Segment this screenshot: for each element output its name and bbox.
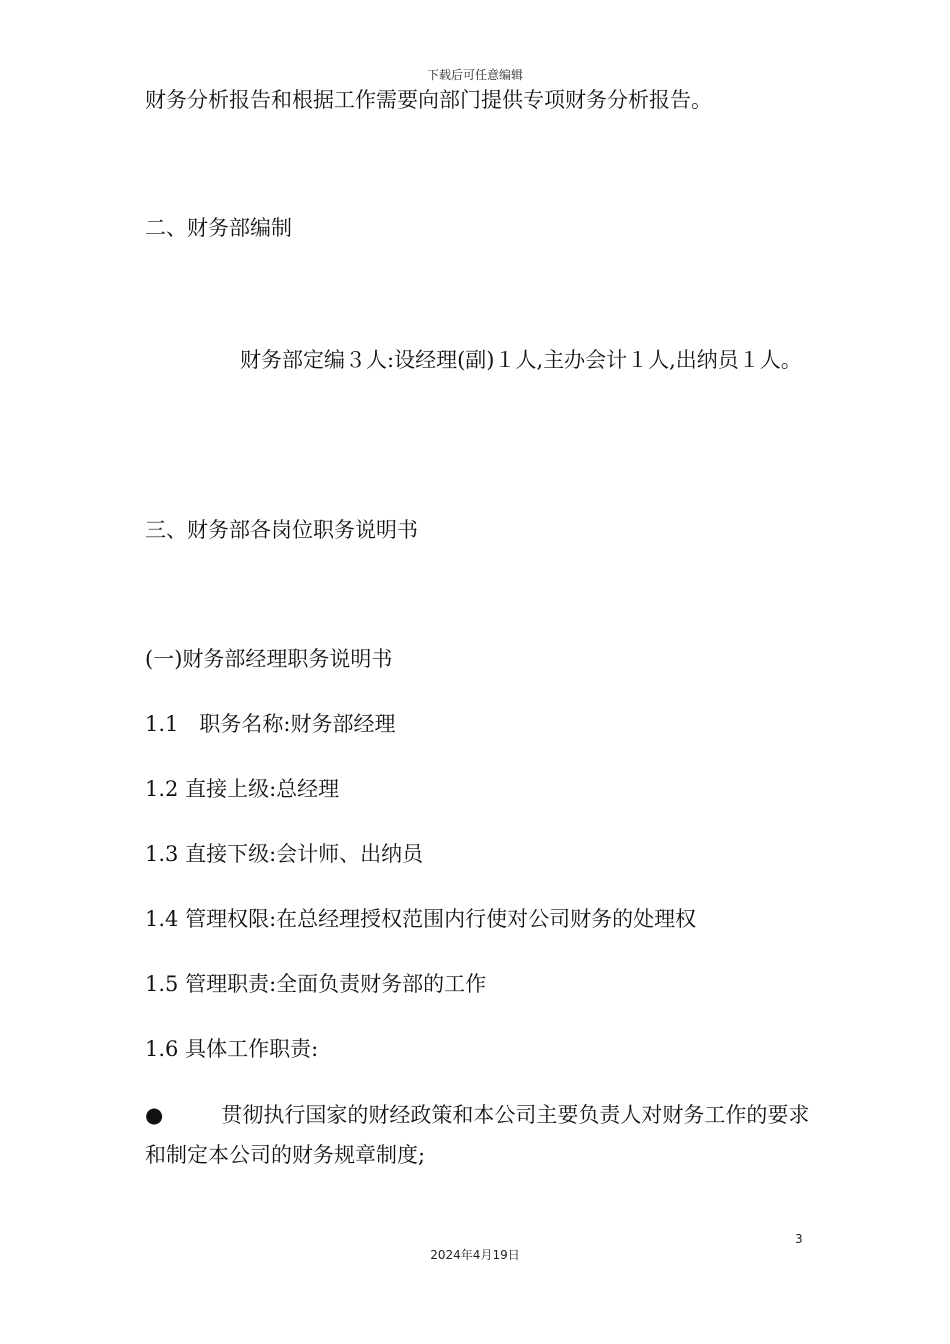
footer-date: 2024年4月19日 bbox=[430, 1248, 520, 1262]
bullet-text: 贯彻执行国家的财经政策和本公司主要负责人对财务工作的要求和制定本公司的财务规章制度; bbox=[145, 1103, 810, 1167]
subsection-1-heading: (一)财务部经理职务说明书 bbox=[145, 647, 393, 671]
bullet-paragraph-1 bbox=[145, 1095, 810, 1175]
list-item-1-2: 1.2 直接上级:总经理 bbox=[145, 777, 340, 801]
list-item-1-5: 1.5 管理职责:全面负责财务部的工作 bbox=[145, 972, 487, 996]
list-item-1-4: 1.4 管理权限:在总经理授权范围内行使对公司财务的处理权 bbox=[145, 907, 697, 931]
header-note: 下载后可任意编辑 bbox=[426, 68, 523, 82]
section-2-text: 财务部定编３人:设经理(副)１人,主办会计１人,出纳员１人。 bbox=[240, 348, 802, 372]
list-item-1-6: 1.6 具体工作职责: bbox=[145, 1037, 319, 1061]
list-item-1-1: 1.1 职务名称:财务部经理 bbox=[145, 712, 396, 736]
section-2-heading: 二、财务部编制 bbox=[145, 216, 292, 240]
bullet-icon: ● bbox=[145, 1103, 164, 1127]
page-number: 3 bbox=[795, 1232, 803, 1246]
intro-continuation: 财务分析报告和根据工作需要向部门提供专项财务分析报告。 bbox=[145, 88, 712, 112]
section-2-paragraph bbox=[145, 340, 810, 380]
section-3-heading: 三、财务部各岗位职务说明书 bbox=[145, 518, 418, 542]
list-item-1-3: 1.3 直接下级:会计师、出纳员 bbox=[145, 842, 424, 866]
